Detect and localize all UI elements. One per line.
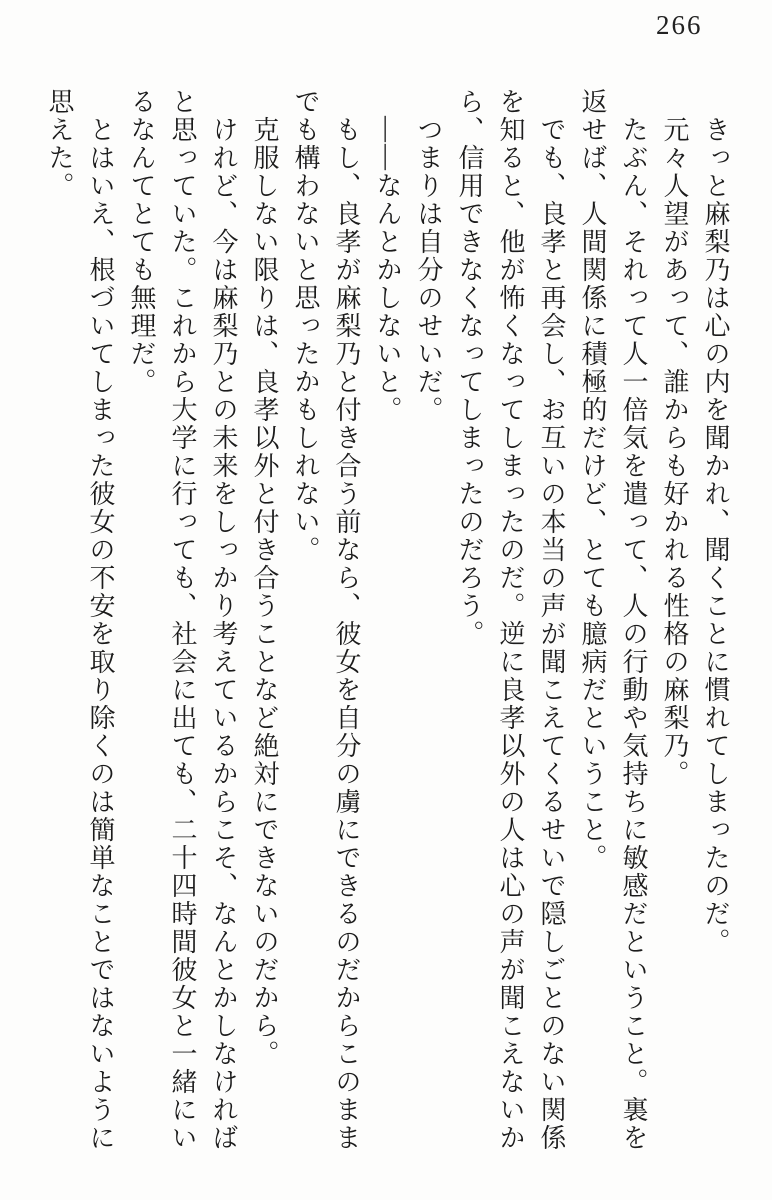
text-line: たぶん、それって人一倍気を遣って、人の行動や気持ちに敏感だということ。裏を	[619, 116, 648, 1152]
text-line: つまりは自分のせいだ。	[414, 116, 443, 424]
text-line: でも、良孝と再会し、お互いの本当の声が聞こえてくるせいで隠しごとのない関係	[537, 116, 566, 1152]
text-line: でも構わないと思ったかもしれない。	[291, 88, 320, 564]
text-line: 返せば、人間関係に積極的だけど、とても臆病だということ。	[578, 88, 607, 872]
text-line: 思えた。	[45, 88, 74, 200]
text-line: 克服しない限りは、良孝以外と付き合うことなど絶対にできないのだから。	[250, 116, 279, 1068]
text-line: 元々人望があって、誰からも好かれる性格の麻梨乃。	[660, 116, 689, 788]
body-text	[39, 88, 736, 1156]
text-line: きっと麻梨乃は心の内を聞かれ、聞くことに慣れてしまったのだ。	[701, 116, 730, 956]
text-line: もし、良孝が麻梨乃と付き合う前なら、彼女を自分の虜にできるのだからこのまま	[332, 116, 361, 1152]
text-line: ら、信用できなくなってしまったのだろう。	[455, 88, 484, 648]
text-line: とはいえ、根づいてしまった彼女の不安を取り除くのは簡単なことではないように	[86, 116, 115, 1152]
text-line: と思っていた。これから大学に行っても、社会に出ても、二十四時間彼女と一緒にい	[168, 88, 197, 1152]
text-line: るなんてとても無理だ。	[127, 88, 156, 396]
page-number: 266	[656, 10, 703, 40]
text-line: けれど、今は麻梨乃との未来をしっかり考えているからこそ、なんとかしなければ	[209, 116, 238, 1152]
text-line: ――なんとかしないと。	[373, 116, 402, 424]
text-line: を知ると、他が怖くなってしまったのだ。逆に良孝以外の人は心の声が聞こえないか	[496, 88, 525, 1152]
